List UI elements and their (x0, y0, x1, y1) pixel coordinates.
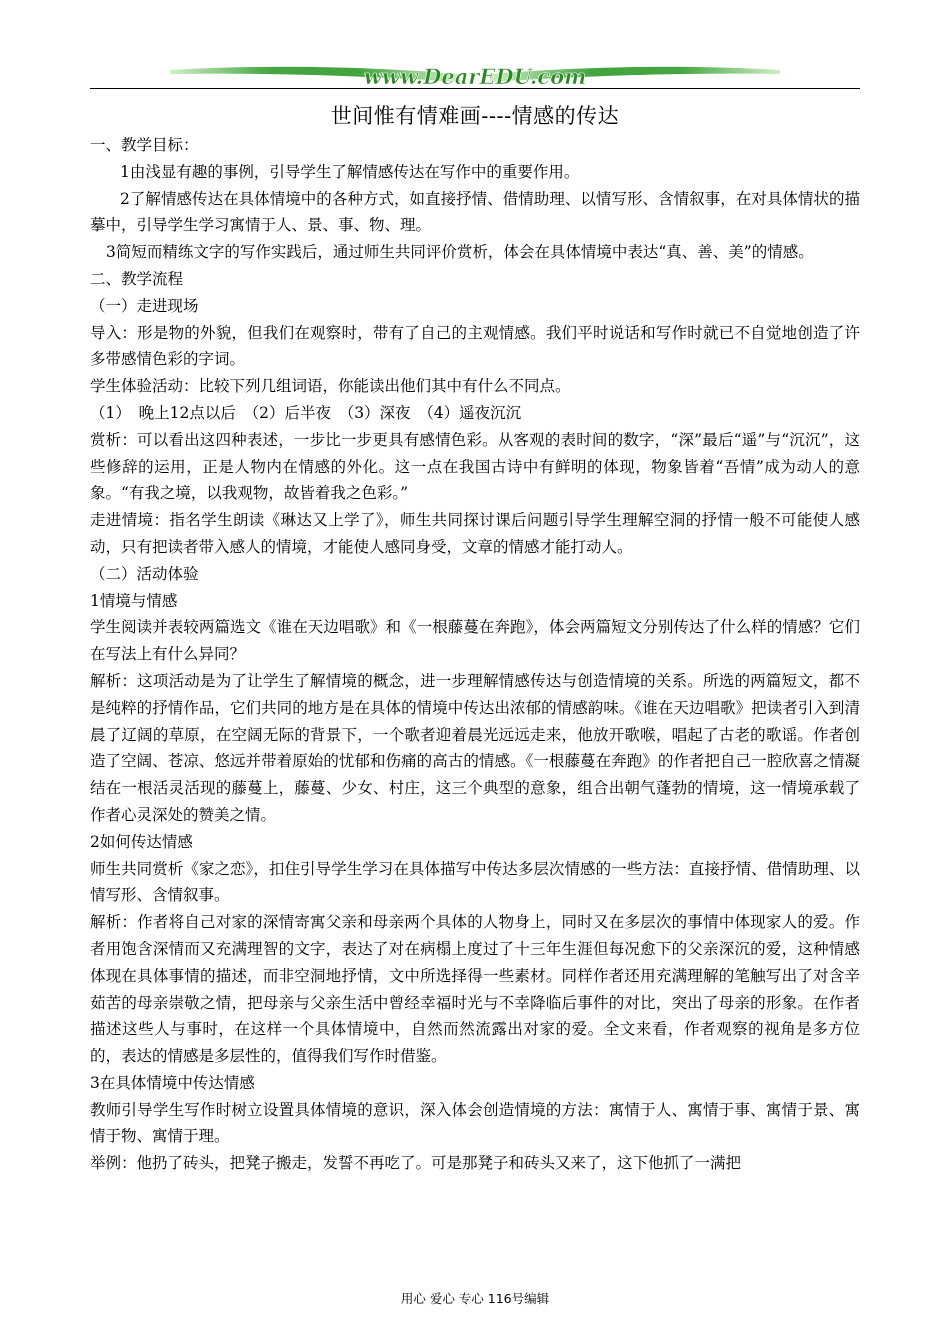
objective-1: 1由浅显有趣的事例，引导学生了解情感传达在写作中的重要作用。 (120, 162, 580, 181)
paragraph-intro: 导入：形是物的外貌，但我们在观察时，带有了自己的主观情感。我们平时说话和写作时就已不自觉地创造了许多带感情色彩的字词。 (90, 323, 860, 369)
section-heading-process: 二、教学流程 (90, 269, 184, 288)
paragraph-activity: 学生体验活动：比较下列几组词语，你能读出他们其中有什么不同点。 (90, 377, 571, 396)
logo-swoosh-graphic (150, 58, 800, 98)
subsection-heading-2: （二）活动体验 (90, 564, 199, 583)
dearedu-logo-banner (150, 58, 800, 98)
paragraph-appreciation: 赏析：可以看出这四种表述，一步比一步更具有感情色彩。从客观的表时间的数字，“深”最后“遥”与“沉沉”，这些修辞的运用，正是人物内在情感的外化。这一点在我国古诗中有鲜明的体现，物象皆着“吾情”成为动人的意象。“有我之境，以我观物，故皆着我之色彩。” (90, 430, 860, 503)
section-heading-objectives: 一、教学目标： (90, 136, 199, 154)
item-heading-1: 1情境与情感 (90, 591, 178, 610)
paragraph-appreciate-home: 师生共同赏析《家之恋》，扣住引导学生学习在具体描写中传达多层次情感的一些方法：直接抒情、借情助理、以情写形、含情叙事。 (90, 859, 860, 905)
paragraph-analysis-2: 解析：作者将自己对家的深情寄寓父亲和母亲两个具体的人物身上，同时又在多层次的事情中体现家人的爱。作者用饱含深情而又充满理智的文字，表达了对在病榻上度过了十三年生涯但每况愈下的父亲深沉的爱，这种情感体现在具体事情的描述，而非空洞地抒情，文中所选择得一些素材。同样作者还用充满理解的笔触写出了对含辛茹苦的母亲崇敬之情，把母亲与父亲生活中曾经幸福时光与不幸降临后事件的对比，突出了母亲的形象。在作者描述这些人与事时，在这样一个具体情境中，自然而然流露出对家的爱。全文来看，作者观察的视角是多方位的，表达的情感是多层性的，值得我们写作时借鉴。 (90, 913, 860, 1066)
paragraph-reading-task: 学生阅读并表较两篇选文《谁在天边唱歌》和《一根藤蔓在奔跑》，体会两篇短文分别传达了什么样的情感？它们在写法上有什么异同？ (90, 618, 860, 664)
paragraph-into-situation: 走进情境：指名学生朗读《琳达又上学了》，师生共同探讨课后问题引导学生理解空洞的抒情一般不可能使人感动，只有把读者带入感人的情境，才能使人感同身受，文章的情感才能打动人。 (90, 511, 860, 556)
document-title: 世间惟有情难画----情感的传达 (330, 104, 620, 128)
paragraph-example: 举例：他扔了砖头，把凳子搬走，发誓不再吃了。可是那凳子和砖头又来了，这下他抓了一满把 (90, 1154, 742, 1173)
subsection-heading-1: （一）走进现场 (90, 296, 199, 315)
item-heading-2: 2如何传达情感 (90, 832, 193, 851)
logo-text: www.DearEDU.com (363, 64, 587, 89)
paragraph-analysis-1: 解析：这项活动是为了让学生了解情境的概念，进一步理解情感传达与创造情境的关系。所选的两篇短文，都不是纯粹的抒情作品，它们共同的地方是在具体的情境中传达出浓郁的情感韵味。《谁在天边唱歌》把读者引入到清晨了辽阔的草原，在空阔无际的背景下，一个歌者迎着晨光远远走来，他放开歌喉，唱起了古老的歌谣。作者创造了空阔、苍凉、悠远并带着原始的忧郁和伤痛的高古的情感。《一根藤蔓在奔跑》的作者把自己一腔欣喜之情凝结在一根活灵活现的藤蔓上，藤蔓、少女、村庄，这三个典型的意象，组合出朝气蓬勃的情境，这一情境承载了作者心灵深处的赞美之情。 (90, 671, 860, 824)
paragraph-word-groups: （1） 晚上12点以后 （2）后半夜 （3）深夜 （4）遥夜沉沉 (90, 403, 522, 422)
paragraph-teacher-guidance: 教师引导学生写作时树立设置具体情境的意识，深入体会创造情境的方法：寓情于人、寓情于事、寓情于景、寓情于物、寓情于理。 (90, 1100, 860, 1146)
item-heading-3: 3在具体情境中传达情感 (90, 1073, 255, 1092)
header-rule (90, 88, 860, 89)
objective-2: 2了解情感传达在具体情境中的各种方式，如直接抒情、借情助理、以情写形、含情叙事，在对具体情状的描摹中，引导学生学习寓情于人、景、事、物、理。 (90, 189, 860, 235)
objective-3: 3简短而精练文字的写作实践后，通过师生共同评价赏析，体会在具体情境中表达“真、善、美”的情感。 (106, 243, 814, 262)
document-body (90, 100, 860, 1177)
page-footer: 用心 爱心 专心 116号编辑 (400, 1291, 550, 1306)
